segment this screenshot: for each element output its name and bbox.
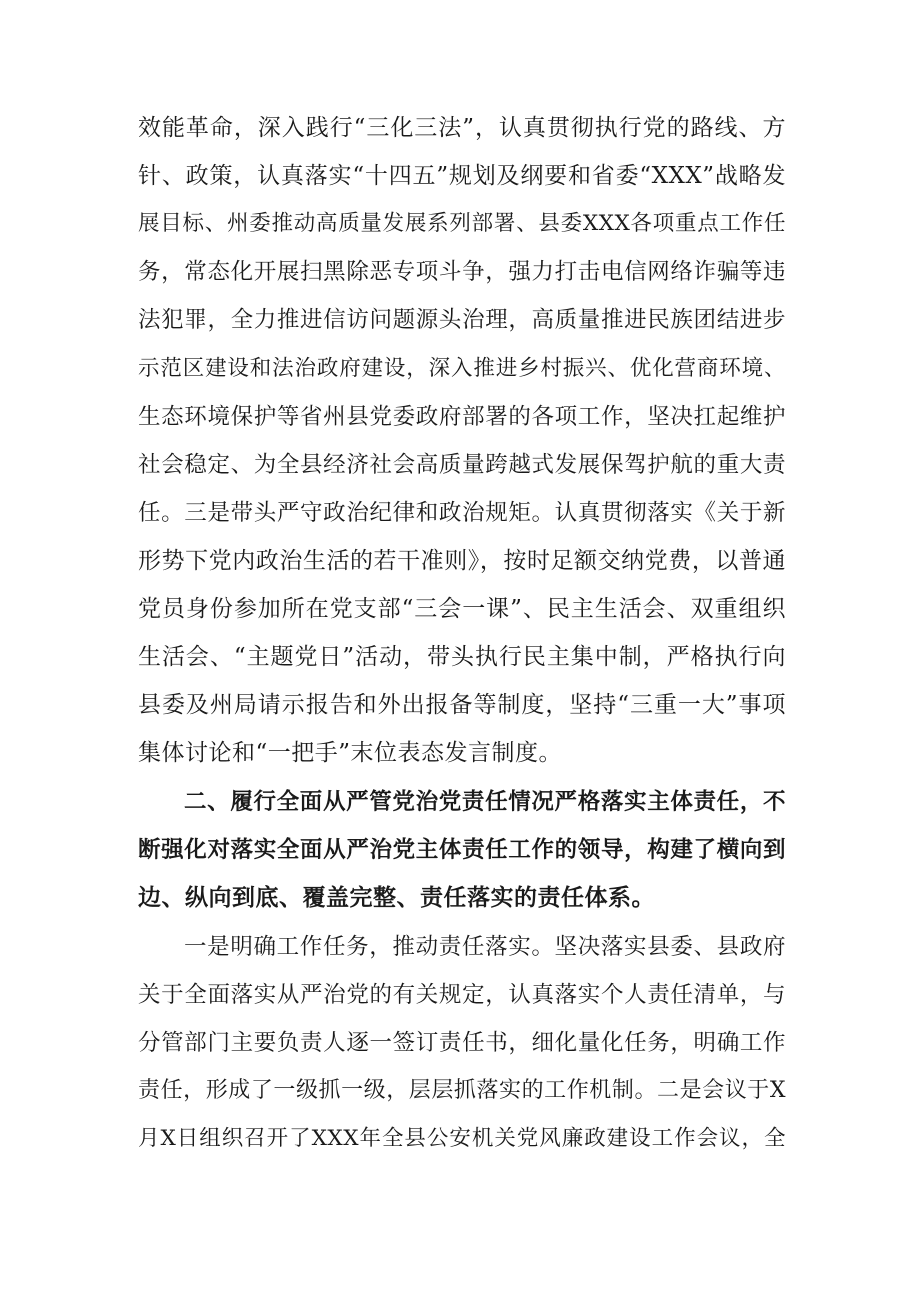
text-line: 针、政策，认真落实“十四五”规划及纲要和省委“XXX”战略发: [138, 163, 786, 189]
text-line: 社会稳定、为全县经济社会高质量跨越式发展保驾护航的重大责: [138, 452, 786, 478]
section-heading-line: 断强化对落实全面从严治党主体责任工作的领导，构建了横向到: [138, 837, 786, 863]
text-line: 县委及州局请示报告和外出报备等制度，坚持“三重一大”事项: [138, 692, 786, 718]
text-line: 关于全面落实从严治党的有关规定，认真落实个人责任清单，与: [138, 982, 786, 1008]
text-line: 集体讨论和“一把手”末位表态发言制度。: [138, 740, 563, 766]
section-heading-line: 边、纵向到底、覆盖完整、责任落实的责任体系。: [138, 885, 655, 911]
text-line: 展目标、州委推动高质量发展系列部署、县委XXX各项重点工作任: [138, 211, 786, 236]
text-line: 示范区建设和法治政府建设，深入推进乡村振兴、优化营商环境、: [138, 356, 786, 381]
text-line: 责任，形成了一级抓一级，层层抓落实的工作机制。二是会议于X: [138, 1078, 786, 1103]
text-line: 效能革命，深入践行“三化三法”，认真贯彻执行党的路线、方: [138, 115, 786, 141]
text-line: 分管部门主要负责人逐一签订责任书，细化量化任务，明确工作: [138, 1030, 786, 1056]
text-line: 务，常态化开展扫黑除恶专项斗争，强力打击电信网络诈骗等违: [138, 259, 786, 285]
text-line: 形势下党内政治生活的若干准则》，按时足额交纳党费，以普通: [138, 548, 786, 574]
text-line: 党员身份参加所在党支部“三会一课”、民主生活会、双重组织: [138, 596, 786, 622]
text-line: 一是明确工作任务，推动责任落实。坚决落实县委、县政府: [184, 934, 786, 960]
text-line: 法犯罪，全力推进信访问题源头治理，高质量推进民族团结进步: [138, 307, 786, 333]
text-line: 月X日组织召开了XXX年全县公安机关党风廉政建设工作会议，全: [138, 1126, 786, 1151]
text-line: 任。三是带头严守政治纪律和政治规矩。认真贯彻落实《关于新: [138, 500, 786, 526]
text-line: 生活会、“主题党日”活动，带头执行民主集中制，严格执行向: [138, 644, 786, 670]
section-heading-line: 二、履行全面从严管党治党责任情况严格落实主体责任，不: [184, 789, 786, 815]
text-line: 生态环境保护等省州县党委政府部署的各项工作，坚决扛起维护: [138, 404, 786, 430]
